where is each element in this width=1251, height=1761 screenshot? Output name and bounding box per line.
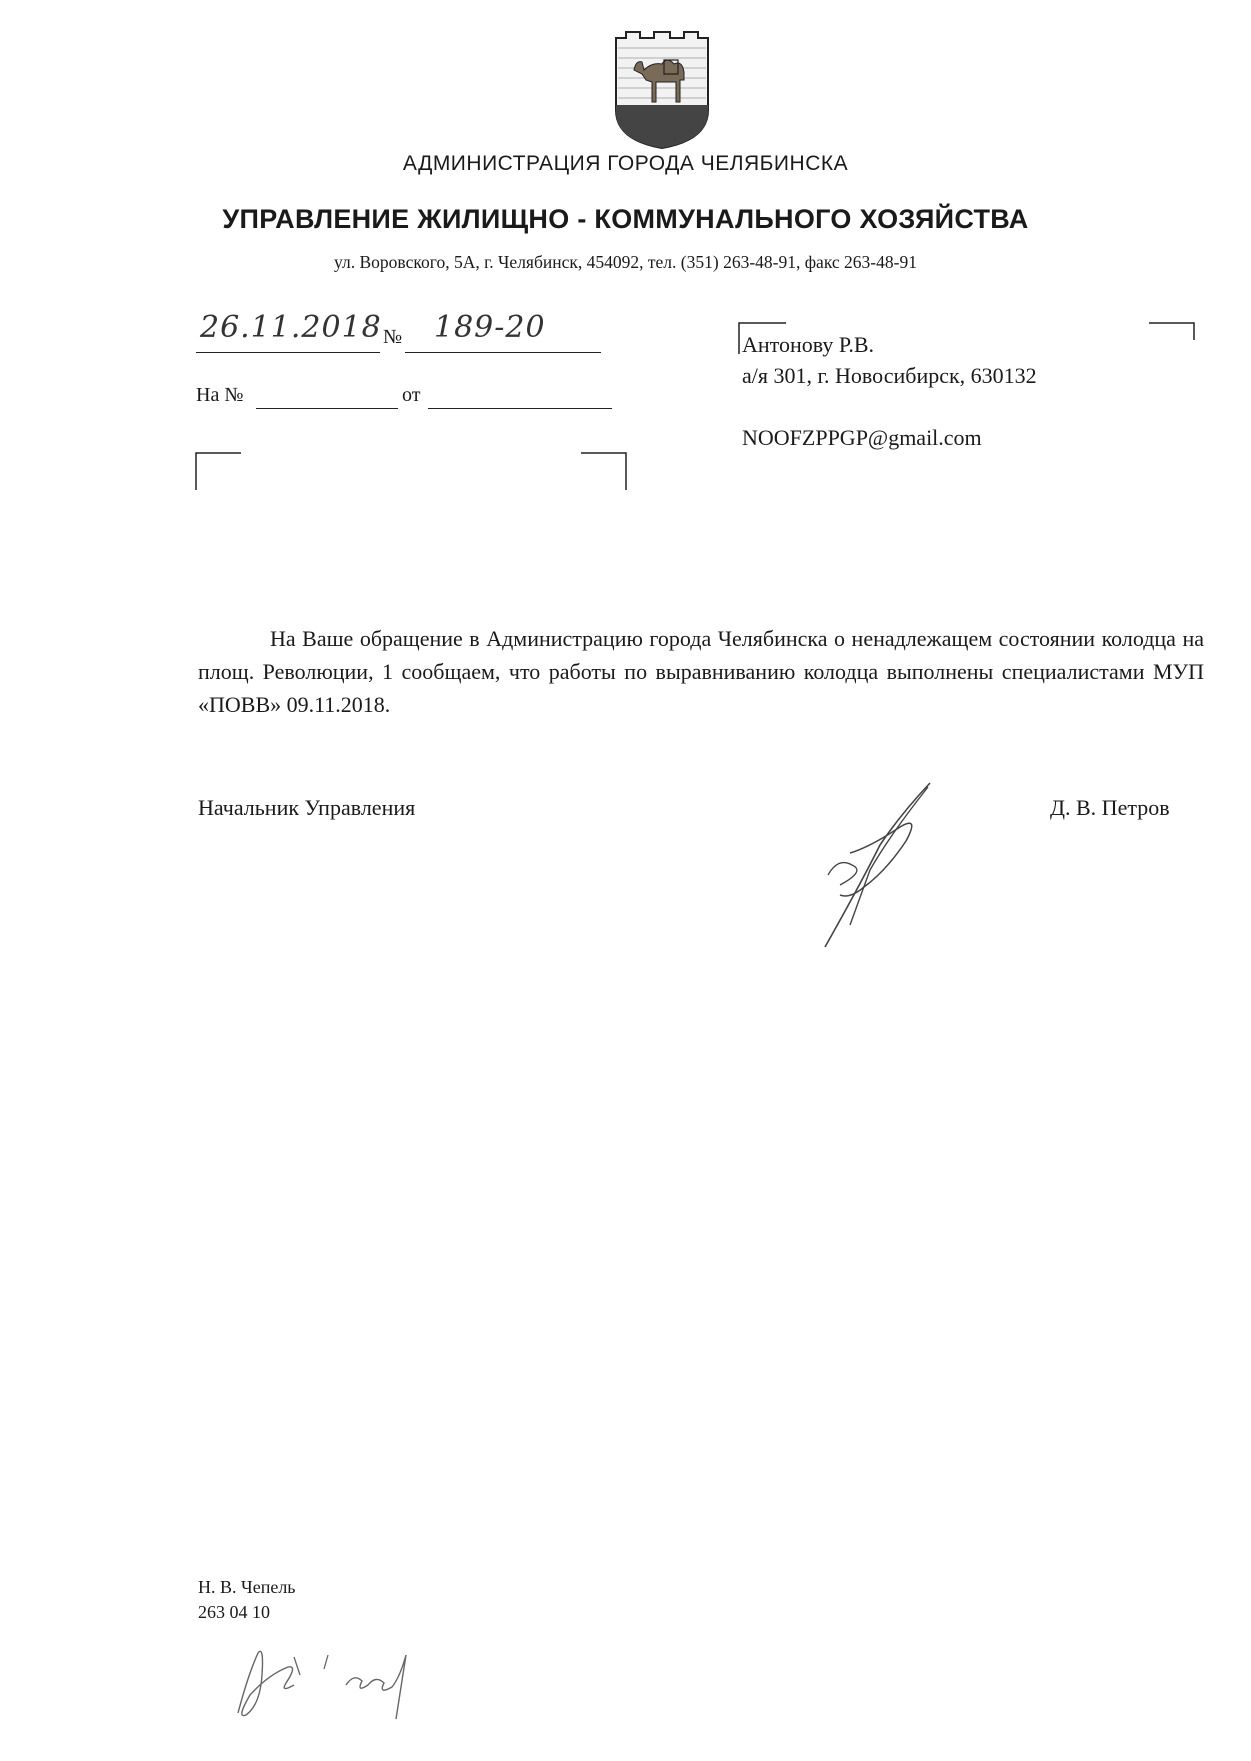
reference-number-label: На № bbox=[196, 384, 244, 406]
date-underline bbox=[196, 352, 380, 353]
signatory-title: Начальник Управления bbox=[198, 795, 416, 820]
recipient-address: а/я 301, г. Новосибирск, 630132 bbox=[742, 363, 1037, 388]
handwritten-signature bbox=[780, 775, 960, 955]
outgoing-number: 189-20 bbox=[434, 310, 546, 345]
reference-from-label: от bbox=[402, 384, 421, 406]
executor-phone: 263 04 10 bbox=[198, 1602, 270, 1622]
letter-body: На Ваше обращение в Администрацию города Челябинска о ненадлежащем состоянии колодца на площ. Революции, 1 сообщаем, что работы по выравниванию колодца выполнены специалистами МУП «ПОВВ» 09.11.2018. bbox=[198, 626, 1204, 717]
address-field-bracket-left bbox=[195, 452, 243, 492]
department-name: УПРАВЛЕНИЕ ЖИЛИЩНО - КОММУНАЛЬНОГО ХОЗЯЙСТВА bbox=[222, 204, 1029, 234]
coat-of-arms-icon bbox=[612, 30, 712, 150]
number-underline bbox=[405, 352, 601, 353]
outgoing-date: 26.11.2018 bbox=[200, 310, 382, 345]
administration-name: АДМИНИСТРАЦИЯ ГОРОДА ЧЕЛЯБИНСКА bbox=[402, 152, 849, 175]
signatory-name: Д. В. Петров bbox=[1050, 795, 1170, 820]
executor-name: Н. В. Чепель bbox=[198, 1577, 296, 1597]
recipient-name: Антонову Р.В. bbox=[742, 332, 875, 357]
reference-date-underline bbox=[428, 408, 612, 409]
recipient-bracket-right bbox=[1148, 322, 1196, 342]
recipient-email: NOOFZPPGP@gmail.com bbox=[742, 425, 982, 450]
reference-number-underline bbox=[256, 408, 398, 409]
address-field-bracket-right bbox=[580, 452, 628, 492]
department-address: ул. Воровского, 5А, г. Челябинск, 454092, тел. (351) 263-48-91, факс 263-48-91 bbox=[334, 252, 917, 272]
number-label: № bbox=[383, 326, 403, 348]
handwritten-initials bbox=[228, 1635, 428, 1725]
